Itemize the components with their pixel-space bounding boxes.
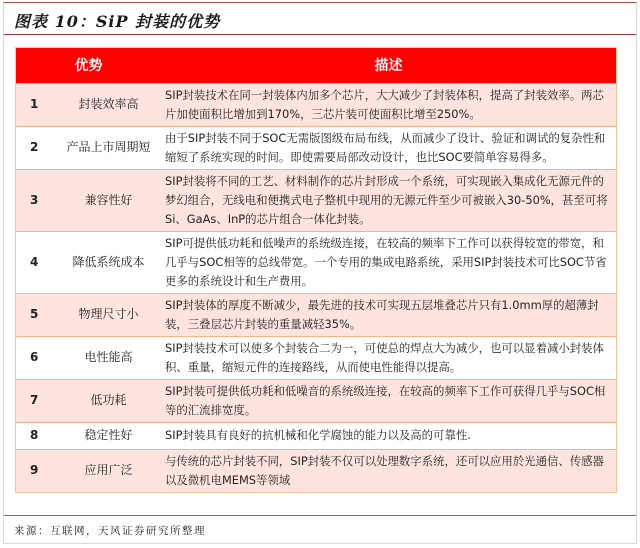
row-advantage: 应用广泛 xyxy=(56,449,161,492)
title-bar xyxy=(4,3,636,35)
row-description: SIP可提供低功耗和低噪声的系统级连接，在较高的频率下工作可以获得较宽的带宽，和几乎与SOC相等的总线带宽。一个专用的集成电路系统，采用SIP封装技术可比SOC节省更多的系统设计和生产费用。 xyxy=(161,231,616,293)
row-description: SIP封装技术可以使多个封装合二为一，可使总的焊点大为减少，也可以显着减小封装体积、重量，缩短元件的连接路线，从而使电性能得以提高。 xyxy=(161,336,616,379)
table-row xyxy=(16,126,616,169)
row-advantage: 稳定性好 xyxy=(56,422,161,449)
figure-title: 图表 10：SiP 封装的优势 xyxy=(14,12,221,31)
figure-page xyxy=(3,2,637,544)
row-number: 5 xyxy=(16,293,56,336)
advantages-table-container xyxy=(15,47,617,493)
row-number: 8 xyxy=(16,422,56,449)
row-advantage: 降低系统成本 xyxy=(56,231,161,293)
row-number: 9 xyxy=(16,449,56,492)
row-number: 7 xyxy=(16,379,56,422)
row-advantage: 封装效率高 xyxy=(56,83,161,126)
row-description: SIP封装将不同的工艺、材料制作的芯片封形成一个系统，可实现嵌入集成化无源元件的梦幻组合，无线电和便携式电子整机中现用的无源元件至少可被嵌入30-50%，甚至可将Si、GaAs、InP的芯片组合一体化封装。 xyxy=(161,169,616,231)
row-number: 4 xyxy=(16,231,56,293)
header-advantage: 优势 xyxy=(16,48,161,83)
row-number: 1 xyxy=(16,83,56,126)
footer-divider xyxy=(4,515,636,516)
row-advantage: 产品上市周期短 xyxy=(56,126,161,169)
sip-advantages-table xyxy=(16,48,616,492)
row-number: 3 xyxy=(16,169,56,231)
row-description: 由于SIP封装不同于SOC无需版图级布局布线，从而减少了设计、验证和调试的复杂性和缩短了系统实现的时间。即使需要局部改动设计，也比SOC要简单容易得多。 xyxy=(161,126,616,169)
row-description: 与传统的芯片封装不同，SIP封装不仅可以处理数字系统，还可以应用於光通信、传感器以及微机电MEMS等领域 xyxy=(161,449,616,492)
row-description: SIP封装可提供低功耗和低噪音的系统级连接，在较高的频率下工作可获得几乎与SOC相等的汇流排宽度。 xyxy=(161,379,616,422)
row-number: 2 xyxy=(16,126,56,169)
table-row xyxy=(16,169,616,231)
row-advantage: 低功耗 xyxy=(56,379,161,422)
row-description: SIP封装技术在同一封装体内加多个芯片，大大减少了封装体积，提高了封装效率。两芯片加使面积比增加到170%，三芯片装可使面积比增至250%。 xyxy=(161,83,616,126)
row-advantage: 电性能高 xyxy=(56,336,161,379)
header-description: 描述 xyxy=(161,48,616,83)
table-row xyxy=(16,379,616,422)
table-row xyxy=(16,293,616,336)
row-description: SIP封装具有良好的抗机械和化学腐蚀的能力以及高的可靠性. xyxy=(161,422,616,449)
table-header-row xyxy=(16,48,616,83)
row-advantage: 兼容性好 xyxy=(56,169,161,231)
table-row xyxy=(16,336,616,379)
source-note: 来源：互联网，天风证券研究所整理 xyxy=(14,525,206,537)
row-description: SIP封装体的厚度不断减少，最先进的技术可实现五层堆叠芯片只有1.0mm厚的超薄封装，三叠层芯片封装的重量减轻35%。 xyxy=(161,293,616,336)
table-row xyxy=(16,231,616,293)
row-number: 6 xyxy=(16,336,56,379)
table-row xyxy=(16,449,616,492)
table-row xyxy=(16,83,616,126)
table-row xyxy=(16,422,616,449)
row-advantage: 物理尺寸小 xyxy=(56,293,161,336)
